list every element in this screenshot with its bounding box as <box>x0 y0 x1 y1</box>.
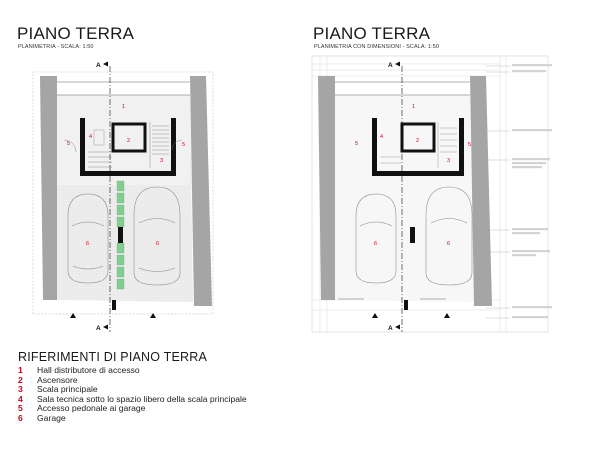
right-floor-plan <box>312 56 552 332</box>
left-room-3-label: 3 <box>160 158 164 164</box>
right-room-4-label: 4 <box>380 134 384 140</box>
left-floor-plan <box>33 62 213 333</box>
left-section-mark-bottom: A <box>96 325 101 332</box>
left-plan-title: PIANO TERRA <box>17 24 135 43</box>
legend-item: 1 Hall distributore di accesso <box>18 365 140 375</box>
right-room-6-label-west: 6 <box>374 241 378 247</box>
right-room-5-label-west: 5 <box>355 141 359 147</box>
right-room-5-label-east: 5 <box>468 142 472 148</box>
left-section-mark-top: A <box>96 62 101 69</box>
right-room-6-label-east: 6 <box>447 241 451 247</box>
legend-item: 3 Scala principale <box>18 384 98 395</box>
right-floor <box>334 95 474 302</box>
right-plan-title: PIANO TERRA <box>313 24 431 43</box>
left-room-6-label-east: 6 <box>156 241 160 247</box>
left-wall-west <box>40 76 57 300</box>
legend-title: RIFERIMENTI DI PIANO TERRA <box>18 350 208 364</box>
left-room-5-label-east: 5 <box>182 142 186 148</box>
right-section-mark-bottom: A <box>388 325 393 332</box>
legend-item: 4 Sala tecnica sotto lo spazio libero della scala principale <box>18 393 247 404</box>
left-wall-east <box>190 76 212 306</box>
right-room-2-label: 2 <box>416 138 420 144</box>
right-plan-subtitle: PLANIMETRIA CON DIMENSIONI - SCALA: 1:50 <box>314 44 440 50</box>
left-room-6-label-west: 6 <box>86 241 90 247</box>
left-room-5-label-west: 5 <box>67 141 71 147</box>
left-room-4-label: 4 <box>89 134 93 140</box>
right-room-3-label: 3 <box>447 158 451 164</box>
left-room-1-label: 1 <box>122 104 126 110</box>
legend-item: 2 Ascensore <box>18 374 78 385</box>
right-section-mark-top: A <box>388 62 393 69</box>
legend-item: 5 Accesso pedonale ai garage <box>18 403 146 414</box>
right-room-1-label: 1 <box>412 104 416 110</box>
legend-list <box>18 366 247 424</box>
legend-item: 6 Garage <box>18 412 66 423</box>
left-plan-subtitle: PLANIMETRIA - SCALA: 1:50 <box>18 44 94 50</box>
left-room-2-label: 2 <box>127 138 131 144</box>
right-wall-west <box>318 76 335 300</box>
